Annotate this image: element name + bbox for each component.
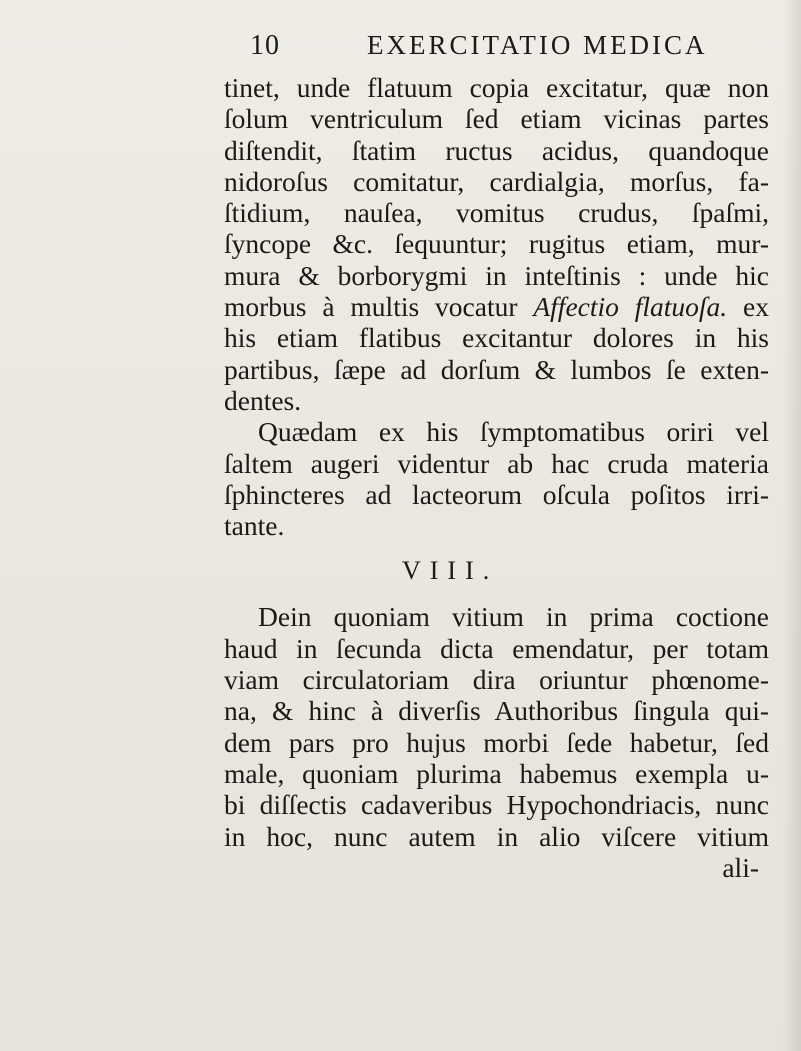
text-line: diſtendit, ſtatim ructus acidus, quandoque bbox=[224, 134, 769, 166]
paragraph-first-line: Dein quoniam vitium in prima coctione bbox=[258, 601, 769, 633]
text-line: dentes. bbox=[224, 384, 302, 416]
page-gutter-shadow bbox=[783, 0, 801, 1051]
section-number: VIII. bbox=[402, 556, 499, 586]
text-line: ſtidium, nauſea, vomitus crudus, ſpaſmi, bbox=[224, 197, 769, 229]
text-line: haud in ſecunda dicta emendatur, per totam bbox=[224, 632, 769, 664]
text-line: mura & borborygmi in inteſtinis : unde hic bbox=[224, 259, 769, 291]
text-line: ſaltem augeri videntur ab hac cruda materia bbox=[224, 447, 769, 479]
text-fragment: morbus à multis vocatur bbox=[224, 291, 534, 323]
text-line: viam circulatoriam dira oriuntur phœnome- bbox=[224, 664, 769, 696]
text-line: tinet, unde flatuum copia excitatur, quæ non bbox=[224, 72, 769, 103]
text-line: ſyncope &c. ſequuntur; rugitus etiam, mur- bbox=[224, 228, 769, 260]
page-header bbox=[250, 30, 790, 66]
text-fragment: ex bbox=[727, 291, 769, 323]
text-line: nidoroſus comitatur, cardialgia, morſus, fa- bbox=[224, 165, 769, 197]
text-line: ſphincteres ad lacteorum oſcula poſitos irri- bbox=[224, 478, 769, 510]
catchword: ali- bbox=[722, 851, 759, 883]
text-line: his etiam flatibus excitantur dolores in his bbox=[224, 322, 769, 354]
paragraph-first-line: Quædam ex his ſymptomatibus oriri vel bbox=[258, 416, 769, 448]
text-line: ſolum ventriculum ſed etiam vicinas partes bbox=[224, 103, 769, 135]
text-line: dem pars pro hujus morbi ſede habetur, ſed bbox=[224, 726, 769, 758]
text-line: in hoc, nunc autem in alio viſcere vitium bbox=[224, 820, 769, 852]
page-number: 10 bbox=[250, 30, 280, 61]
text-line: tante. bbox=[224, 510, 285, 542]
body-text bbox=[224, 72, 769, 883]
text-line: bi diſſectis cadaveribus Hypochondriacis, nunc bbox=[224, 789, 769, 821]
text-line: na, & hinc à diverſis Authoribus ſingula qui- bbox=[224, 695, 769, 727]
running-head: EXERCITATIO MEDICA bbox=[367, 30, 708, 60]
text-line-with-italic bbox=[224, 291, 769, 322]
text-line: male, quoniam plurima habemus exempla u- bbox=[224, 757, 769, 789]
text-line: partibus, ſæpe ad dorſum & lumbos ſe exten- bbox=[224, 353, 769, 385]
italic-term: Affectio flatuoſa. bbox=[533, 291, 728, 323]
